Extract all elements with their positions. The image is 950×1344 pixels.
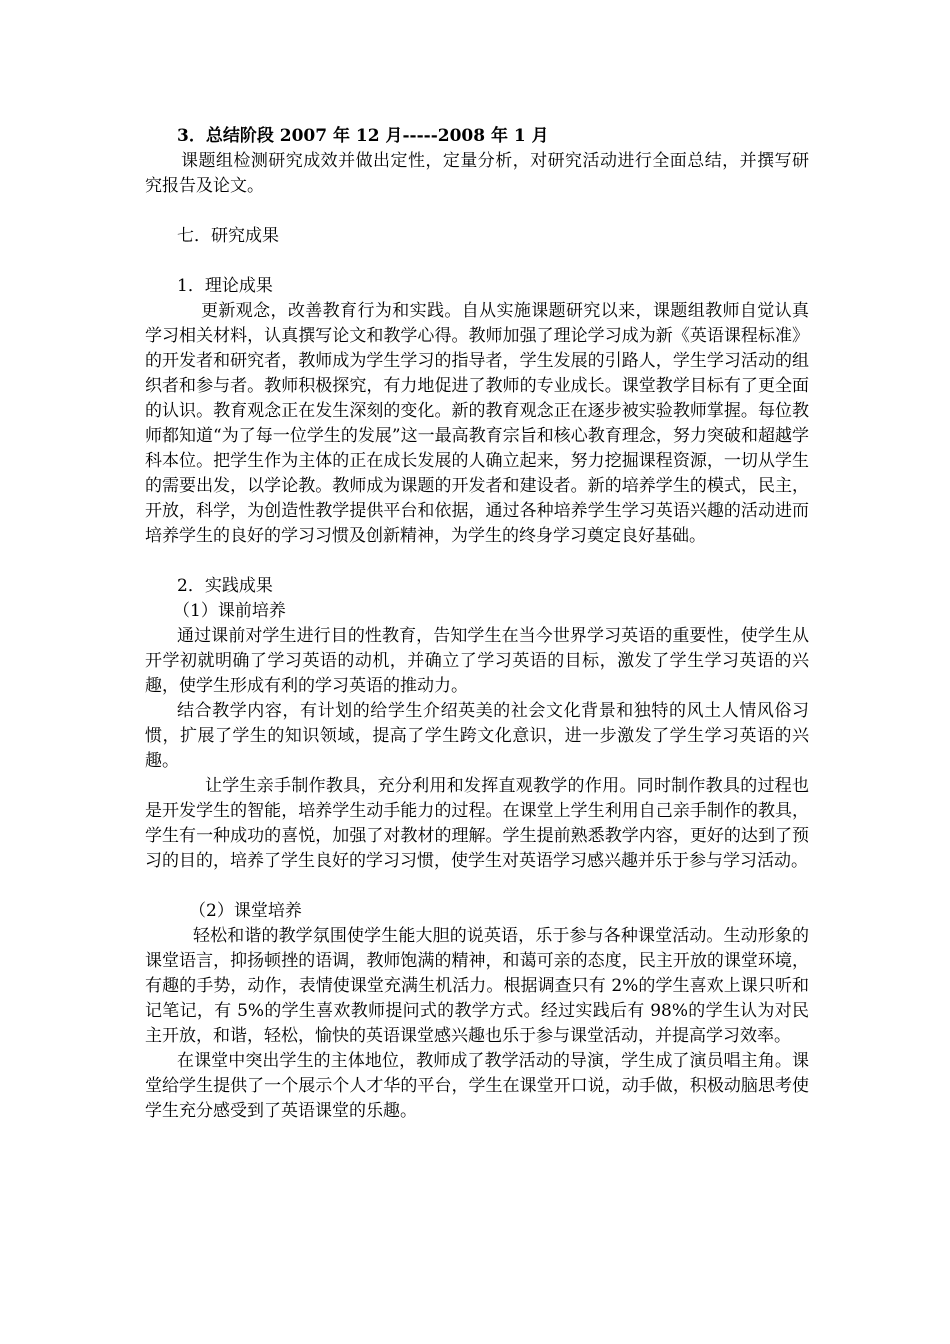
section-3-heading: 3．总结阶段 2007 年 12 月-----2008 年 1 月: [177, 126, 549, 146]
practice-results-heading: 2．实践成果: [177, 576, 273, 596]
pre-class-paragraph-2: 结合教学内容，有计划的给学生介绍英美的社会文化背景和独特的风土人情风俗习惯，扩展了学生的知识领域，提高了学生跨文化意识，进一步激发了学生学习英语的兴趣。: [145, 701, 809, 771]
document-body: [145, 124, 809, 1124]
theory-results-paragraph: 更新观念，改善教育行为和实践。自从实施课题研究以来，课题组教师自觉认真学习相关材料，认真撰写论文和教学心得。教师加强了理论学习成为新《英语课程标准》的开发者和研究者，教师成为学生学习的指导者，学生发展的引路人，学生学习活动的组织者和参与者。教师积极探究，有力地促进了教师的专业成长。课堂教学目标有了更全面的认识。教育观念正在发生深刻的变化。新的教育观念正在逐步被实验教师掌握。每位教师都知道“为了每一位学生的发展”这一最高教育宗旨和核心教育理念，努力突破和超越学科本位。把学生作为主体的正在成长发展的人确立起来，努力挖掘课程资源，一切从学生的需要出发，以学论教。教师成为课题的开发者和建设者。新的培养学生的模式，民主，开放，科学，为创造性教学提供平台和依据，通过各种培养学生学习英语兴趣的活动进而培养学生的良好的学习习惯及创新精神，为学生的终身学习奠定良好基础。: [145, 301, 809, 546]
in-class-paragraph-1: 轻松和谐的教学氛围使学生能大胆的说英语，乐于参与各种课堂活动。生动形象的课堂语言，抑扬顿挫的语调，教师饱满的精神，和蔼可亲的态度，民主开放的课堂环境，有趣的手势，动作，表情使课堂充满生机活力。根据调查只有 2%的学生喜欢上课只听和记笔记，有 5%的学生喜欢教师提问式的教学方式。经过实践后有 98%的学生认为对民主开放，和谐，轻松，愉快的英语课堂感兴趣也乐于参与课堂活动，并提高学习效率。: [145, 926, 809, 1046]
in-class-heading: （2）课堂培养: [189, 901, 302, 921]
spacer: [145, 199, 809, 224]
section-3-paragraph: 课题组检测研究成效并做出定性，定量分析，对研究活动进行全面总结，并撰写研究报告及论文。: [145, 151, 809, 196]
theory-results-heading: 1．理论成果: [177, 276, 273, 296]
pre-class-paragraph-3: 让学生亲手制作教具，充分利用和发挥直观教学的作用。同时制作教具的过程也是开发学生的智能，培养学生动手能力的过程。在课堂上学生利用自己亲手制作的教具，学生有一种成功的喜悦，加强了对教材的理解。学生提前熟悉教学内容，更好的达到了预习的目的，培养了学生良好的学习习惯，使学生对英语学习感兴趣并乐于参与学习活动。: [145, 776, 809, 871]
spacer: [145, 874, 809, 899]
in-class-paragraph-2: 在课堂中突出学生的主体地位，教师成了教学活动的导演，学生成了演员唱主角。课堂给学生提供了一个展示个人才华的平台，学生在课堂开口说，动手做，积极动脑思考使学生充分感受到了英语课堂的乐趣。: [145, 1051, 809, 1121]
spacer: [145, 249, 809, 274]
spacer: [145, 549, 809, 574]
section-7-heading: 七．研究成果: [177, 226, 279, 246]
pre-class-heading: （1）课前培养: [173, 601, 286, 621]
pre-class-paragraph-1: 通过课前对学生进行目的性教育，告知学生在当今世界学习英语的重要性，使学生从开学初就明确了学习英语的动机，并确立了学习英语的目标，激发了学生学习英语的兴趣，使学生形成有利的学习英语的推动力。: [145, 626, 809, 696]
